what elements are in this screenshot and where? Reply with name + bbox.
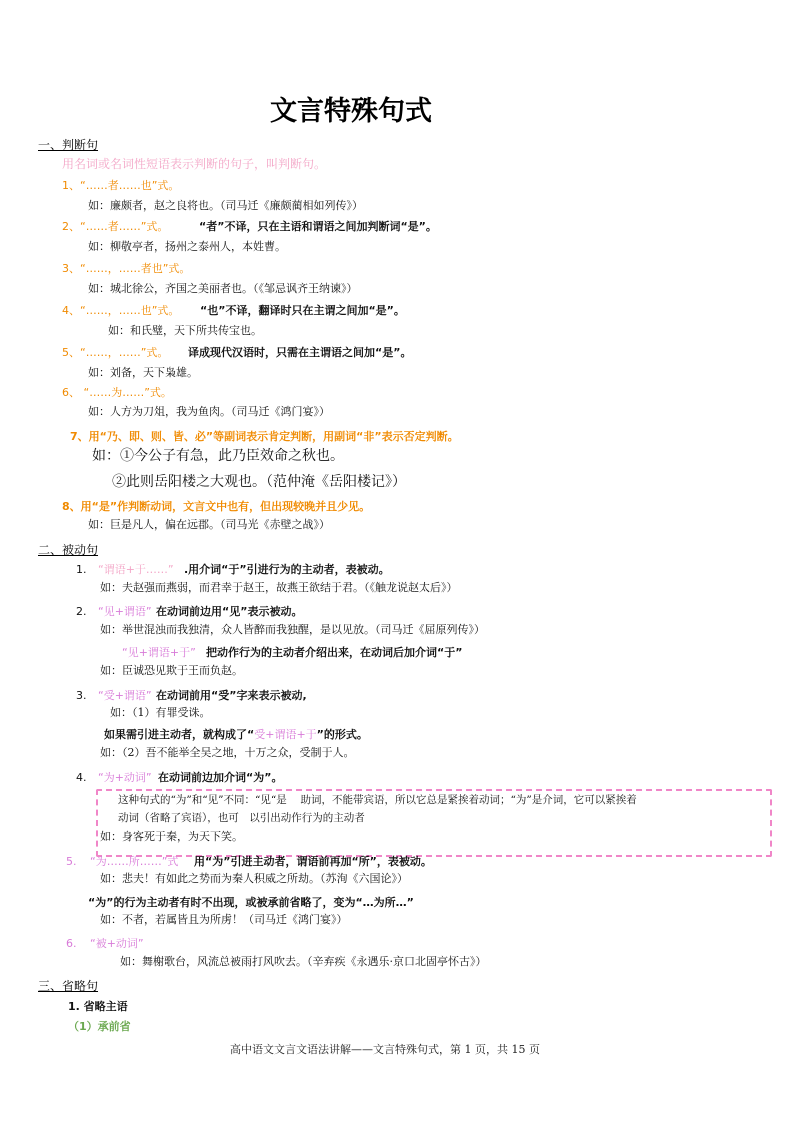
passive-4-rule: 在动词前边加介词“为”。	[158, 771, 283, 784]
passive-3-example-2: 如：（2）吾不能举全吴之地，十万之众，受制于人。	[100, 746, 355, 759]
item-4-label: 4、“……，……也”式。	[62, 304, 180, 317]
passive-2b-example: 如：臣诚恐见欺于王而负赵。	[100, 664, 243, 677]
passive-5-label: “为……所……”式	[90, 855, 179, 868]
item-5-rule: 译成现代汉语时，只需在主谓语之间加“是”。	[188, 346, 412, 359]
item-3-example: 如：城北徐公，齐国之美丽者也。（《邹忌讽齐王纳谏》）	[88, 282, 358, 295]
passive-5-number: 5.	[66, 855, 77, 868]
note-line-1: 这种句式的“为”和“见”不同：“见“是 助词，不能带宾语，所以它总是紧挨着动词；“为”是介词，它可以紧挨着	[118, 794, 637, 806]
item-7-example-1: 如：①今公子有急，此乃臣效命之秋也。	[92, 448, 344, 464]
passive-2-number: 2.	[76, 605, 87, 618]
passive-4-label: “为+动词”	[98, 771, 152, 784]
section-heading-omission: 三、省略句	[38, 979, 99, 993]
passive-4-number: 4.	[76, 771, 87, 784]
item-1-example: 如：廉颇者，赵之良将也。（司马迁《廉颇蔺相如列传》）	[88, 199, 363, 212]
passive-6-label: “被+动词”	[90, 937, 144, 950]
item-5-example: 如：刘备，天下枭雄。	[88, 366, 198, 379]
item-2-rule: “者”不译，只在主语和谓语之间加判断词“是”。	[199, 220, 437, 233]
passive-2-example: 如：举世混浊而我独清，众人皆醉而我独醒，是以见放。（司马迁《屈原列传》）	[100, 623, 485, 636]
item-8-example: 如：巨是凡人，偏在远郡。（司马光《赤壁之战》）	[88, 518, 330, 531]
item-8-label: 8、用“是”作判断动词，文言文中也有，但出现较晚并且少见。	[62, 500, 371, 513]
item-2-example: 如：柳敬亭者，扬州之泰州人，本姓曹。	[88, 240, 286, 253]
passive-5-example: 如：悲夫！有如此之势而为秦人积威之所劫。（苏洵《六国论》）	[100, 872, 408, 885]
note-line-2: 动词（省略了宾语），也可 以引出动作行为的主动者	[118, 812, 365, 824]
page-footer: 高中语文文言文语法讲解——文言特殊句式，第 1 页，共 15 页	[230, 1043, 540, 1056]
passive-6-number: 6.	[66, 937, 77, 950]
passive-3-number: 3.	[76, 689, 87, 702]
passive-3-rule-2-a: 如果需引进主动者，就构成了“	[104, 728, 255, 741]
section-heading-passive: 二、被动句	[38, 543, 99, 557]
item-3-label: 3、“……，……者也”式。	[62, 262, 191, 275]
passive-3-rule-2-b: 受+谓语+于	[254, 728, 317, 741]
passive-1-example: 如：夫赵强而燕弱，而君幸于赵王，故燕王欲结于君。（《触龙说赵太后》）	[100, 581, 458, 594]
passive-1-number: 1.	[76, 563, 87, 576]
item-6-example: 如：人方为刀俎，我为鱼肉。（司马迁《鸿门宴》）	[88, 405, 330, 418]
item-6-label: 6、 “……为……”式。	[62, 386, 172, 399]
item-1-label: 1、“……者……也”式。	[62, 179, 180, 192]
definition-text: 用名词或名词性短语表示判断的句子，叫判断句。	[62, 157, 327, 171]
passive-5-rule: 用“为”引进主动者，谓语前再加“所”，表被动。	[194, 855, 432, 868]
passive-2b-label: “见+谓语+于”	[122, 646, 196, 659]
passive-3-example-1: 如：（1）有罪受诛。	[110, 706, 211, 719]
passive-6-example: 如：舞榭歌台，风流总被雨打风吹去。（辛弃疾《永遇乐·京口北固亭怀古》）	[120, 955, 487, 968]
item-4-example: 如：和氏璧，天下所共传宝也。	[108, 324, 262, 337]
passive-1-label: “谓语+于……”	[98, 563, 174, 576]
item-7-label: 7、用“乃、即、则、皆、必”等副词表示肯定判断，用副词“非”表示否定判断。	[70, 430, 459, 443]
item-7-example-2: ②此则岳阳楼之大观也。（范仲淹《岳阳楼记》）	[112, 474, 406, 490]
passive-2-label: “见+谓语”	[98, 605, 152, 618]
passive-3-rule-2	[104, 728, 368, 741]
item-4-rule: “也”不译，翻译时只在主谓之间加“是”。	[200, 304, 405, 317]
passive-3-rule-2-c: ”的形式。	[316, 728, 368, 741]
page-title: 文言特殊句式	[270, 96, 432, 127]
passive-3-label: “受+谓语”	[98, 689, 152, 702]
omission-subheading-1a: （1）承前省	[68, 1020, 131, 1033]
passive-2-rule: 在动词前边用“见”表示被动。	[156, 605, 303, 618]
passive-3-rule: 在动词前用“受”字来表示被动,	[156, 689, 307, 702]
item-2-label: 2、“……者……”式。	[62, 220, 169, 233]
section-heading-judgement: 一、判断句	[38, 138, 99, 152]
passive-1-rule: .用介词“于”引进行为的主动者，表被动。	[184, 563, 390, 576]
passive-5-rule-2: “为”的行为主动者有时不出现，或被承前省略了，变为“…为所…”	[88, 896, 414, 909]
passive-2b-rule: 把动作行为的主动者介绍出来，在动词后加介词“于”	[206, 646, 463, 659]
omission-subheading-1: 1. 省略主语	[68, 1000, 128, 1013]
passive-5-example-2: 如：不者，若属皆且为所虏！（司马迁《鸿门宴》）	[100, 913, 348, 926]
item-5-label: 5、“……，……”式。	[62, 346, 169, 359]
passive-4-example: 如：身客死于秦，为天下笑。	[100, 830, 243, 843]
